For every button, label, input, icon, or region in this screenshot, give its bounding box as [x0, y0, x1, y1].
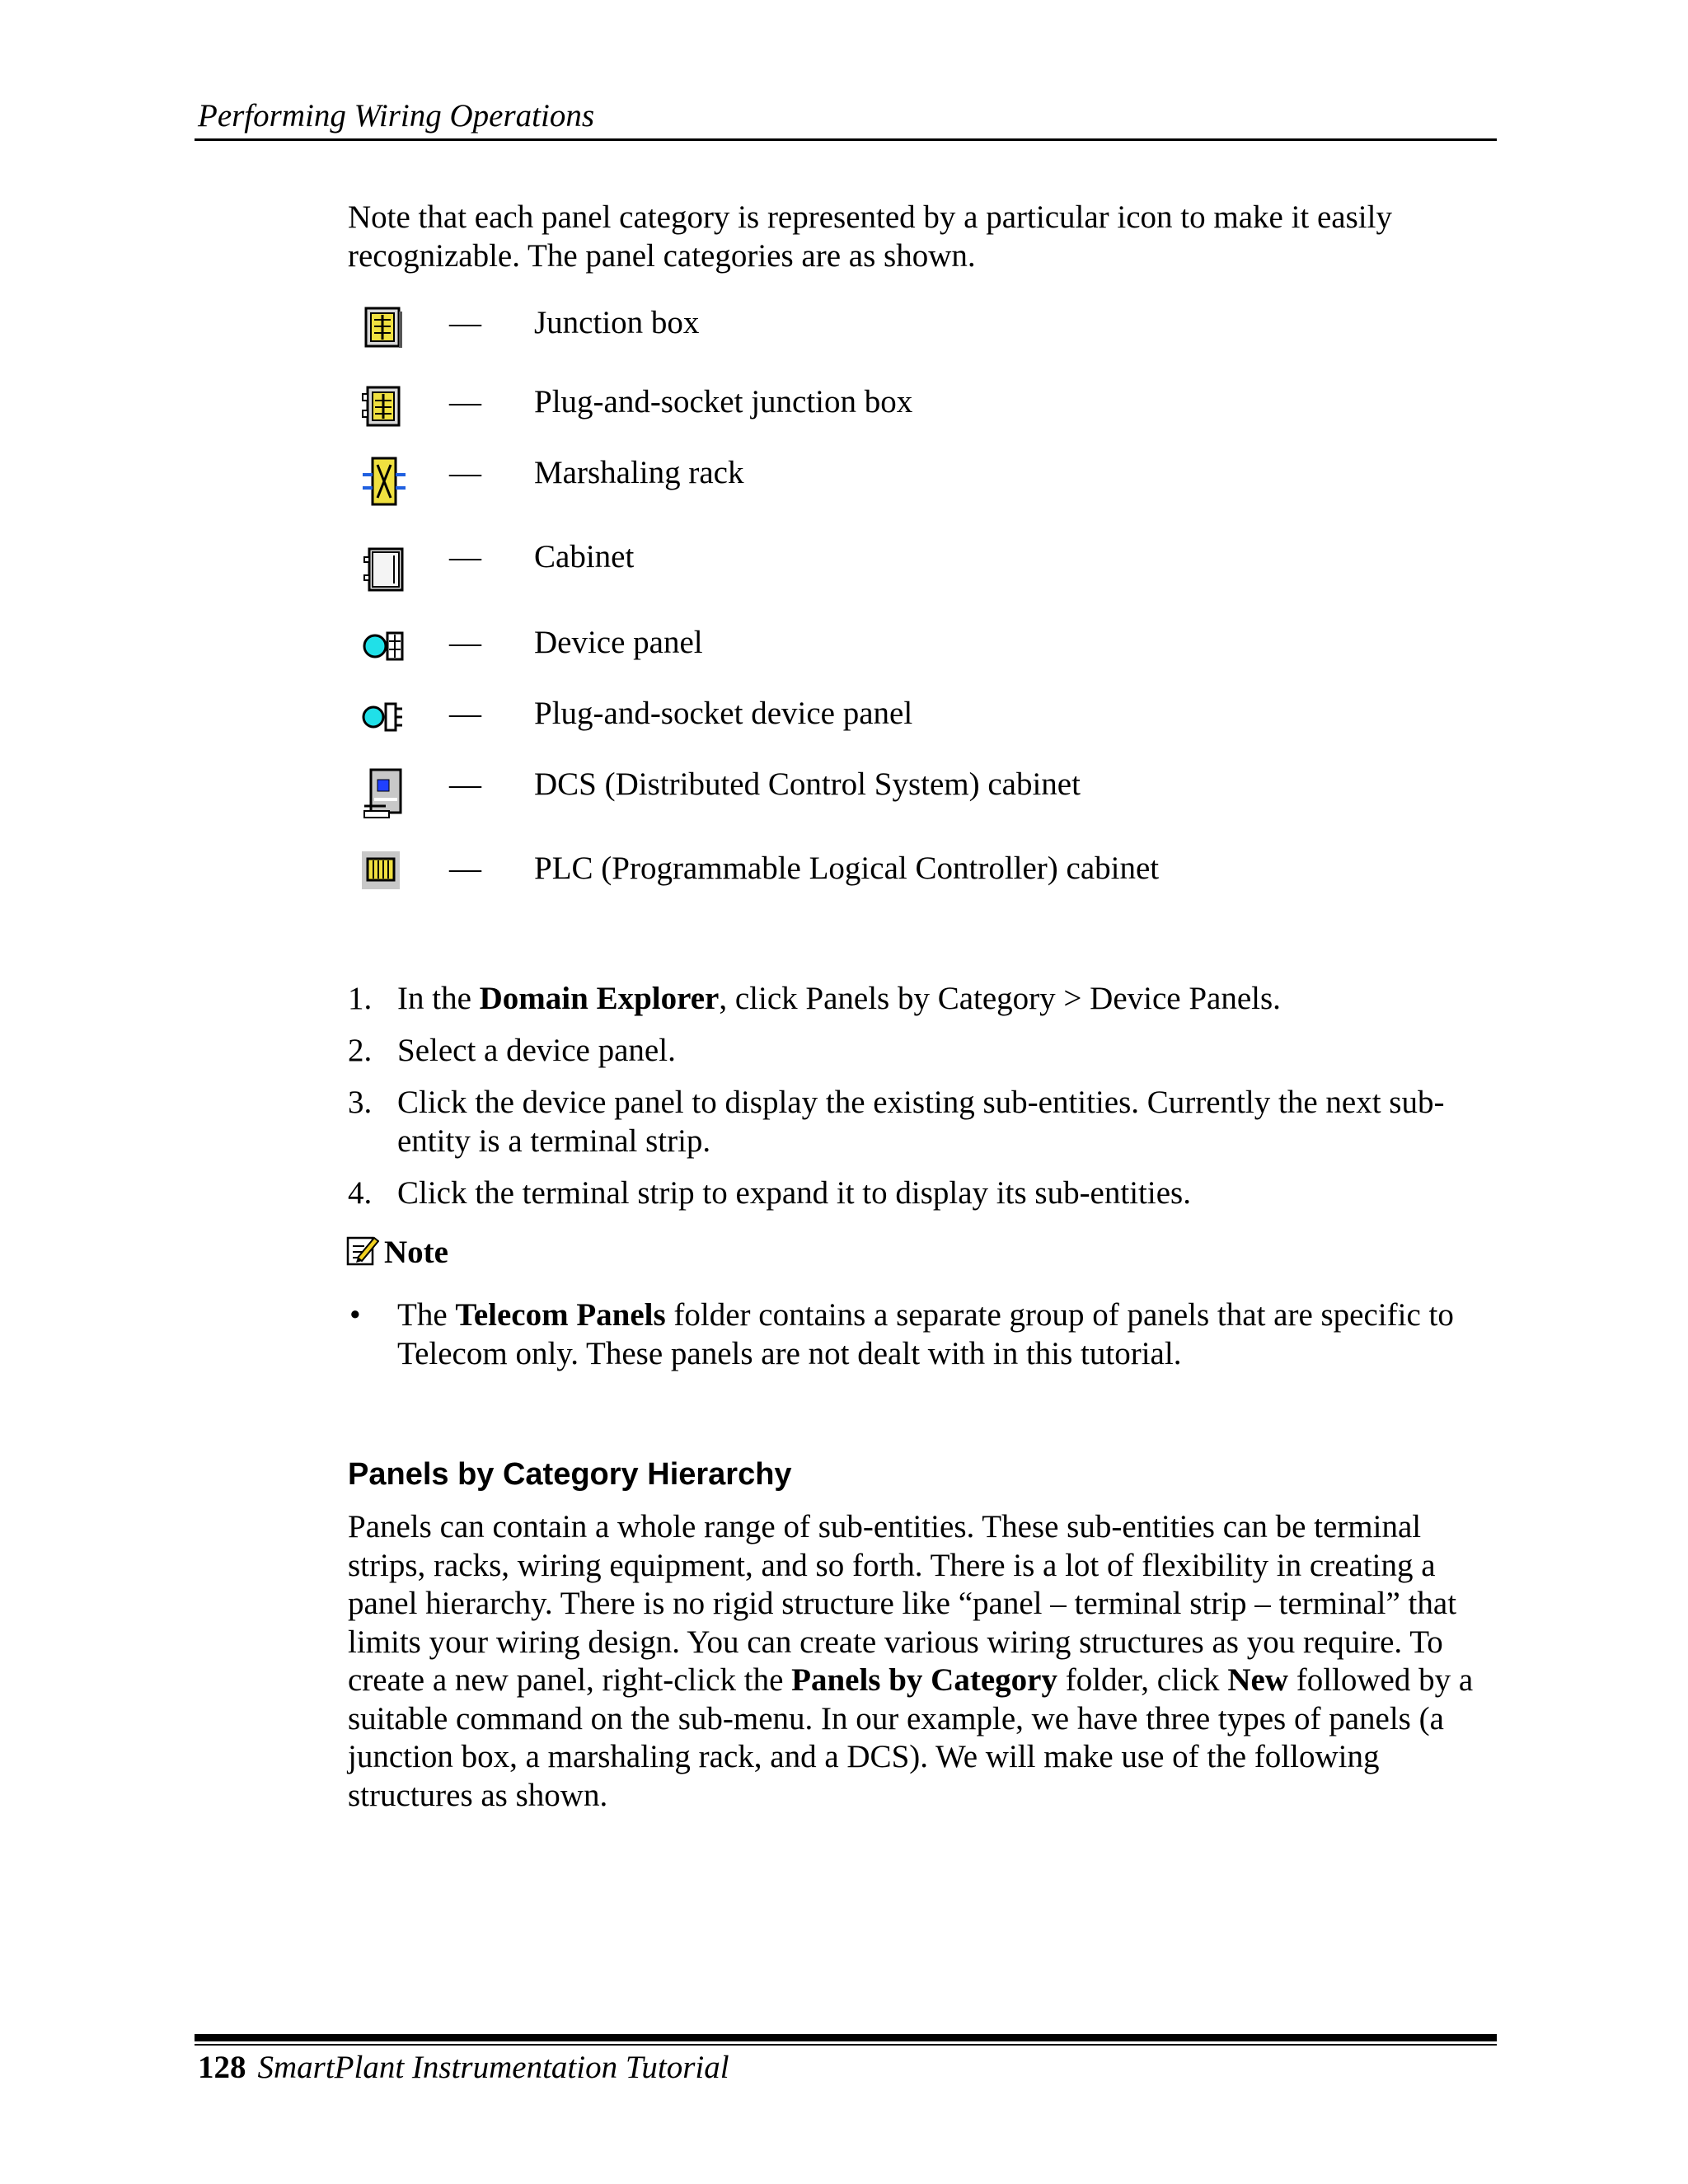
note-pencil-icon — [346, 1233, 379, 1266]
category-label-dcs-cabinet: DCS (Distributed Control System) cabinet — [534, 766, 1081, 802]
page-footer — [198, 2049, 729, 2086]
step-text: Select a device panel. — [397, 1033, 676, 1068]
step-1 — [348, 979, 1502, 1018]
running-header: Performing Wiring Operations — [198, 98, 595, 134]
step-number: 4. — [348, 1175, 373, 1211]
marshaling-rack-icon — [361, 457, 407, 508]
step-text: , click Panels by Category > Device Panels. — [719, 981, 1281, 1016]
note-text — [348, 1296, 1502, 1373]
category-dash: — — [449, 766, 481, 802]
step-number: 2. — [348, 1033, 373, 1068]
step-bold-term: Domain Explorer — [479, 981, 720, 1016]
category-label-device-panel: Device panel — [534, 625, 703, 660]
step-number: 3. — [348, 1085, 373, 1120]
junction-box-icon — [361, 305, 407, 351]
para-text: Panels can contain a whole range of sub-entities. These sub-entities can be terminal strips, racks, wiring equipment, and so forth. There is a lot of flexibility in creating a panel hierarchy. There is no rigid structure like “panel – terminal strip – terminal” that limits your wiring design. You can create various wiring structures as you require. To create a new panel, right-click the — [348, 1509, 1457, 1698]
step-4 — [348, 1174, 1502, 1212]
plug-socket-device-panel-icon — [361, 694, 407, 740]
dcs-cabinet-icon — [361, 768, 407, 821]
category-row-plug-socket-device-panel — [0, 694, 1319, 743]
category-dash: — — [449, 539, 481, 574]
note-text-part: The — [397, 1297, 456, 1333]
category-row-marshaling-rack — [0, 452, 1319, 501]
category-dash: — — [449, 305, 481, 340]
category-label-cabinet: Cabinet — [534, 539, 635, 574]
category-dash: — — [449, 625, 481, 660]
section-heading: Panels by Category Hierarchy — [348, 1457, 792, 1492]
footer-divider — [195, 2034, 1497, 2041]
category-row-device-panel — [0, 623, 1319, 673]
category-dash: — — [449, 384, 481, 419]
category-label-plug-socket-junction-box: Plug-and-socket junction box — [534, 384, 913, 419]
step-text: Click the device panel to display the existing sub-entities. Currently the next sub-entity is a terminal strip. — [397, 1085, 1445, 1159]
category-dash: — — [449, 696, 481, 731]
para-bold-term: Panels by Category — [791, 1662, 1057, 1698]
footer-divider-thin — [195, 2044, 1497, 2046]
step-3 — [348, 1083, 1502, 1160]
note-bold-term: Telecom Panels — [455, 1297, 666, 1333]
category-row-plug-socket-junction-box — [0, 382, 1319, 432]
intro-paragraph: Note that each panel category is represented by a particular icon to make it easily recognizable. The panel categories are as shown. — [348, 199, 1392, 274]
category-label-plc-cabinet: PLC (Programmable Logical Controller) cabinet — [534, 851, 1160, 886]
note-bullet-item — [348, 1296, 1502, 1373]
header-divider — [195, 138, 1497, 141]
category-row-junction-box — [0, 302, 1319, 351]
category-row-dcs-cabinet — [0, 765, 1319, 814]
para-text: folder, click — [1057, 1662, 1228, 1698]
step-2 — [348, 1031, 1502, 1070]
step-text: In the — [397, 981, 480, 1016]
step-text: Click the terminal strip to expand it to display its sub-entities. — [397, 1175, 1191, 1211]
category-row-cabinet — [0, 536, 1319, 585]
bullet-marker: • — [349, 1297, 361, 1333]
cabinet-icon — [361, 546, 407, 595]
page-number: 128 — [198, 2050, 246, 2085]
book-title: SmartPlant Instrumentation Tutorial — [257, 2050, 729, 2085]
category-dash: — — [449, 455, 481, 490]
category-dash: — — [449, 851, 481, 886]
step-number: 1. — [348, 981, 373, 1016]
plug-socket-junction-box-icon — [361, 384, 407, 430]
category-row-plc-cabinet — [0, 849, 1319, 898]
plc-cabinet-icon — [361, 851, 401, 890]
section-paragraph — [348, 1508, 1502, 1815]
para-text: followed by a suitable command on the sub-menu. In our example, we have three types of panels (a junction box, a marshaling rack, and a DCS). We will make use of the following structures as shown. — [348, 1662, 1474, 1813]
note-heading — [346, 1233, 448, 1271]
category-label-marshaling-rack: Marshaling rack — [534, 455, 744, 490]
device-panel-icon — [361, 623, 407, 669]
para-bold-term: New — [1227, 1662, 1288, 1698]
category-label-junction-box: Junction box — [534, 305, 700, 340]
steps-list — [348, 979, 1502, 1226]
note-text-part: folder contains a separate group of panels that are specific to Telecom only. These panels are not dealt with in this tutorial. — [397, 1297, 1454, 1371]
category-label-plug-socket-device-panel: Plug-and-socket device panel — [534, 696, 913, 731]
note-label: Note — [384, 1235, 448, 1270]
